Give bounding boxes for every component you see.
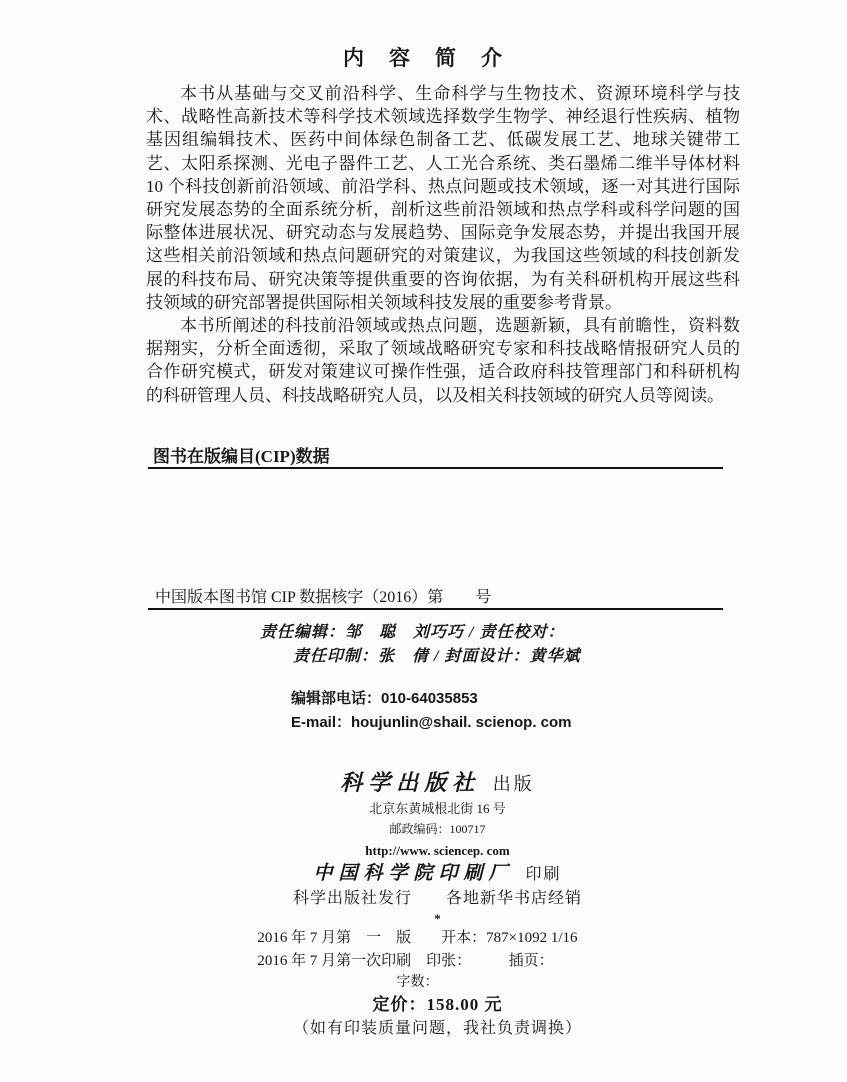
- quality-note: （如有印装质量问题，我社负责调换）: [292, 1020, 582, 1037]
- edition-line: 2016 年 7 月第 一 版 开本：787×1092 1/16: [257, 930, 578, 946]
- page-title: 内 容 简 介: [343, 46, 504, 70]
- credit-printing-design-line: 责任印制：张 倩 / 封面设计：黄华斌: [293, 648, 581, 665]
- intro-paragraph-1: 本书从基础与交叉前沿科学、生命科学与生物技术、资源环境科学与技术、战略性高新技术等科学技术领域选择数学生物学、神经退行性疾病、植物基因组编辑技术、医药中间体绿色制备工艺、低碳发展工艺、地球关键带工艺、太阳系探测、光电子器件工艺、人工光合系统、类石墨烯二维半导体材料 10 个科技创新前沿领域、前沿学科、热点问题或技术领域，逐一对其进行国际研究发展态势的全面系统分析，剖析这些前沿领域和热点学科或科学问题的国际整体进展状况、研究动态与发展趋势、国际竞争发展态势，并提出我国开展这些相关前沿领域和热点问题研究的对策建议，为我国这些领域的科技创新发展的科技布局、研究决策等提供重要的咨询依据，为有关科研机构开展这些科技领域的研究部署提供国际相关领域科技发展的重要参考背景。: [146, 84, 740, 312]
- printing-line: 2016 年 7 月第一次印刷 印张： 插页：: [257, 953, 554, 969]
- publisher-logotype: 科学出版社: [340, 770, 481, 795]
- publisher-suffix: 出版: [492, 774, 535, 794]
- distribution-line: 科学出版社发行 各地新华书店经销: [292, 890, 582, 907]
- publisher-address: 北京东黄城根北街 16 号: [369, 801, 506, 816]
- cip-record-line: 中国版本图书馆 CIP 数据核字（2016）第 号: [155, 589, 492, 606]
- edition-info: [28, 927, 847, 973]
- price-line: 定价：158.00 元: [372, 995, 503, 1014]
- publisher-postcode: 邮政编码：100717: [389, 822, 486, 836]
- intro-paragraph-2: 本书所阐述的科技前沿领域或热点问题，选题新颖，具有前瞻性，资料数据翔实，分析全面透彻，采取了领域战略研究专家和科技战略情报研究人员的合作研究模式，研发对策建议可操作性强，适合政府科技管理部门和科研机构的科研管理人员、科技战略研究人员，以及相关科技领域的研究人员等阅读。: [146, 316, 740, 405]
- imprint-block: [28, 769, 847, 1041]
- editorial-email: E-mail：houjunlin@shail. scienop. com: [291, 714, 572, 731]
- divider-asterisk: *: [434, 911, 441, 926]
- printer-line: [28, 862, 847, 887]
- horizontal-rule-top: [148, 467, 723, 469]
- credit-editors-line: 责任编辑：邹 聪 刘巧巧 / 责任校对：: [260, 624, 565, 641]
- printer-logotype: 中国科学院印刷厂: [313, 863, 514, 884]
- cip-section-title: 图书在版编目(CIP)数据: [153, 447, 330, 466]
- printer-suffix: 印刷: [525, 866, 562, 883]
- editorial-phone: 编辑部电话：010-64035853: [291, 690, 478, 707]
- horizontal-rule-bottom: [148, 608, 723, 610]
- publisher-website: http://www. sciencep. com: [365, 843, 510, 858]
- intro-section: [146, 82, 740, 407]
- wordcount-line: 字数：: [396, 975, 439, 990]
- edition-block: [257, 927, 577, 973]
- publisher-line: [28, 769, 847, 798]
